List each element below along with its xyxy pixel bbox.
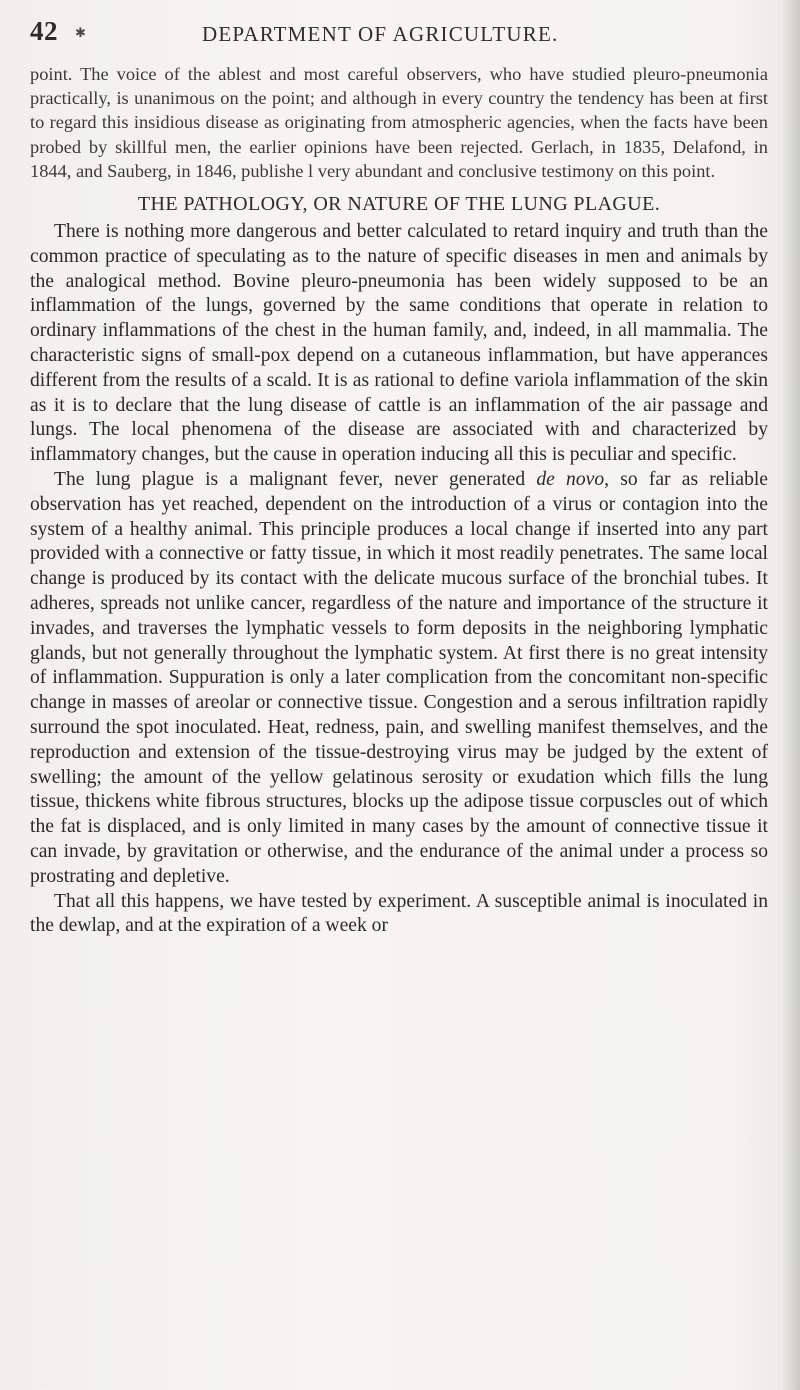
paragraph-four: That all this happens, we have tested by experiment. A susceptible animal is inoculated in the dewlap, and at the expiration of a week or <box>30 890 768 937</box>
paragraph-two: There is nothing more dangerous and better calculated to retard inquiry and truth than the common practice of speculating as to the nature of specific diseases in men and animals by the analogical method. Bovine pleuro-pneumonia has been widely supposed to be an inflammation of the lungs, governed by the same conditions that operate in relation to ordinary inflammations of the chest in the human family, and, indeed, in all mammalia. The characteristic signs of small-pox depend on a cutaneous inflammation, but have apperances different from the results of a scald. It is as rational to define variola inflammation of the skin as it is to declare that the lung disease of cattle is an inflammation of the air passage and lungs. The local phenomena of the disease are associated with and characterized by inflammatory changes, but the cause in operation inducing all this is peculiar and specific. <box>30 221 768 466</box>
paragraph-three-lead: The lung plague is a malignant fever, never generated <box>54 468 537 490</box>
body-text <box>30 62 768 939</box>
section-heading: THE PATHOLOGY, OR NATURE OF THE LUNG PLAGUE. <box>137 193 661 216</box>
page-edge-shadow <box>782 0 800 1390</box>
page-number: 42 <box>30 16 58 46</box>
paragraph-three-italic: de novo <box>536 468 605 490</box>
running-title: DEPARTMENT OF AGRICULTURE. <box>202 22 559 46</box>
running-header <box>30 16 770 50</box>
paragraph-three <box>30 468 768 890</box>
paragraph-three-rest: , so far as reliable observation has yet reached, dependent on the introduction of a virus or contagion into the system of a healthy animal. This principle produces a local change if inserted into any part provided with a connective or fatty tissue, in which it most readily penetrates. The same local change is produced by its contact with the delicate mucous surface of the bronchial tubes. It adheres, spreads not unlike cancer, regardless of the nature and importance of the structure it invades, and traverses the lymphatic vessels to form deposits in the neighboring lymphatic glands, but not generally throughout the lymphatic system. At first there is no great intensity of inflammation. Suppuration is only a later complication from the concomitant non-specific change in masses of areolar or connective tissue. Congestion and a serous infiltration rapidly surround the spot inoculated. Heat, redness, pain, and swelling manifest themselves, and the reproduction and extension of the tissue-destroying virus may be judged by the extent of swelling; the amount of the yellow gelatinous serosity or exudation which fills the lung tissue, thickens white fibrous structures, blocks up the adipose tissue corpuscles out of which the fat is displaced, and is only limited in many cases by the amount of connective tissue it can invade, by gravitation or otherwise, and the endurance of the animal under a process so prostrating and depletive. <box>30 468 769 887</box>
intro-paragraph: point. The voice of the ablest and most careful observers, who have studied pleuro-pneumonia practically, is unanimous on the point; and although in every country the tendency has been at first to regard this insidious disease as originating from atmospheric agencies, when the facts have been probed by skillful men, the earlier opinions have been rejected. Gerlach, in 1835, Delafond, in 1844, and Sauberg, in 1846, publishe l very abundant and conclusive testimony on this point. <box>30 64 768 181</box>
ornament-icon: ✱ <box>75 25 86 40</box>
